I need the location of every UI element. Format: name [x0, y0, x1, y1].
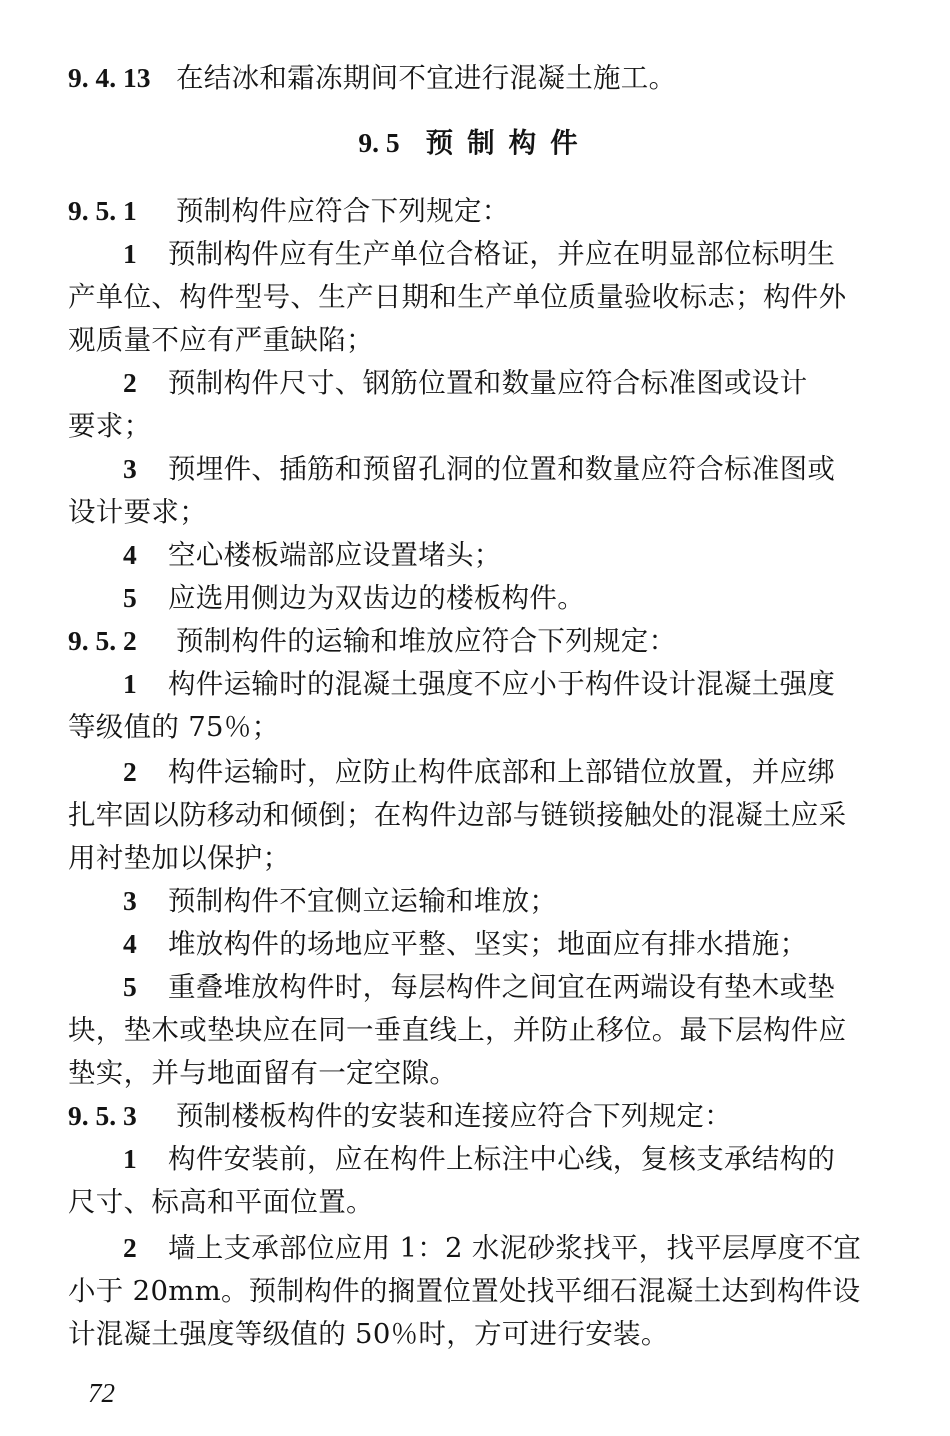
item-number: 3 — [123, 453, 137, 484]
list-item — [68, 1230, 888, 1266]
item-text: 堆放构件的场地应平整、坚实；地面应有排水措施； — [168, 928, 808, 960]
item-number: 4 — [123, 928, 137, 959]
item-text: 预埋件、插筋和预留孔洞的位置和数量应符合标准图或 — [168, 453, 836, 485]
list-item — [68, 969, 888, 1005]
item-text: 空心楼板端部应设置堵头； — [168, 539, 502, 571]
item-number: 1 — [123, 668, 137, 699]
list-item — [68, 236, 888, 272]
item-continuation: 设计要求； — [68, 496, 207, 528]
list-item — [68, 926, 888, 962]
item-continuation: 等级值的 75％； — [68, 711, 280, 743]
clause-number: 9. 5. 1 — [68, 195, 137, 226]
clause-text: 预制构件的运输和堆放应符合下列规定： — [176, 625, 677, 657]
item-continuation: 小于 20mm。预制构件的搁置位置处找平细石混凝土达到构件设 — [68, 1275, 861, 1307]
clause-text: 预制楼板构件的安装和连接应符合下列规定： — [176, 1100, 732, 1132]
item-number: 5 — [123, 971, 137, 1002]
clause-number: 9. 4. 13 — [68, 62, 151, 93]
item-continuation: 用衬垫加以保护； — [68, 842, 291, 874]
item-number: 2 — [123, 756, 137, 787]
item-number: 1 — [123, 238, 137, 269]
list-item — [68, 666, 888, 702]
item-number: 3 — [123, 885, 137, 916]
item-continuation: 垫实，并与地面留有一定空隙。 — [68, 1057, 458, 1089]
clause-9-4-13 — [68, 60, 888, 96]
item-text: 预制构件应有生产单位合格证，并应在明显部位标明生 — [168, 238, 836, 270]
item-continuation: 要求； — [68, 410, 152, 442]
section-heading — [0, 125, 950, 161]
item-number: 2 — [123, 1232, 137, 1263]
list-item — [68, 365, 888, 401]
item-text: 构件运输时的混凝土强度不应小于构件设计混凝土强度 — [168, 668, 836, 700]
item-number: 2 — [123, 367, 137, 398]
section-title: 预制构件 — [425, 127, 592, 159]
item-text: 重叠堆放构件时，每层构件之间宜在两端设有垫木或垫 — [168, 971, 836, 1003]
clause-number: 9. 5. 3 — [68, 1100, 137, 1131]
item-continuation: 块，垫木或垫块应在同一垂直线上，并防止移位。最下层构件应 — [68, 1014, 847, 1046]
clause-text: 在结冰和霜冻期间不宜进行混凝土施工。 — [176, 62, 677, 94]
list-item — [68, 883, 888, 919]
item-text: 应选用侧边为双齿边的楼板构件。 — [168, 582, 585, 614]
list-item — [68, 451, 888, 487]
clause-9-5-2 — [68, 623, 888, 659]
section-number: 9. 5 — [358, 127, 400, 158]
item-number: 4 — [123, 539, 137, 570]
item-continuation: 尺寸、标高和平面位置。 — [68, 1186, 374, 1218]
item-continuation: 扎牢固以防移动和倾倒；在构件边部与链锁接触处的混凝土应采 — [68, 799, 847, 831]
page-number: 72 — [88, 1378, 115, 1408]
item-continuation: 计混凝土强度等级值的 50％时，方可进行安装。 — [68, 1318, 669, 1350]
item-continuation: 产单位、构件型号、生产日期和生产单位质量验收标志；构件外 — [68, 281, 847, 313]
list-item — [68, 580, 888, 616]
item-continuation: 观质量不应有严重缺陷； — [68, 324, 374, 356]
item-number: 1 — [123, 1143, 137, 1174]
list-item — [68, 754, 888, 790]
list-item — [68, 1141, 888, 1177]
item-text: 预制构件不宜侧立运输和堆放； — [168, 885, 558, 917]
item-text: 构件运输时，应防止构件底部和上部错位放置，并应绑 — [168, 756, 836, 788]
clause-text: 预制构件应符合下列规定： — [176, 195, 510, 227]
item-text: 构件安装前，应在构件上标注中心线，复核支承结构的 — [168, 1143, 836, 1175]
clause-number: 9. 5. 2 — [68, 625, 137, 656]
item-number: 5 — [123, 582, 137, 613]
item-text: 预制构件尺寸、钢筋位置和数量应符合标准图或设计 — [168, 367, 808, 399]
list-item — [68, 537, 888, 573]
clause-9-5-1 — [68, 193, 888, 229]
clause-9-5-3 — [68, 1098, 888, 1134]
item-text: 墙上支承部位应用 1：2 水泥砂浆找平，找平层厚度不宜 — [168, 1232, 862, 1264]
